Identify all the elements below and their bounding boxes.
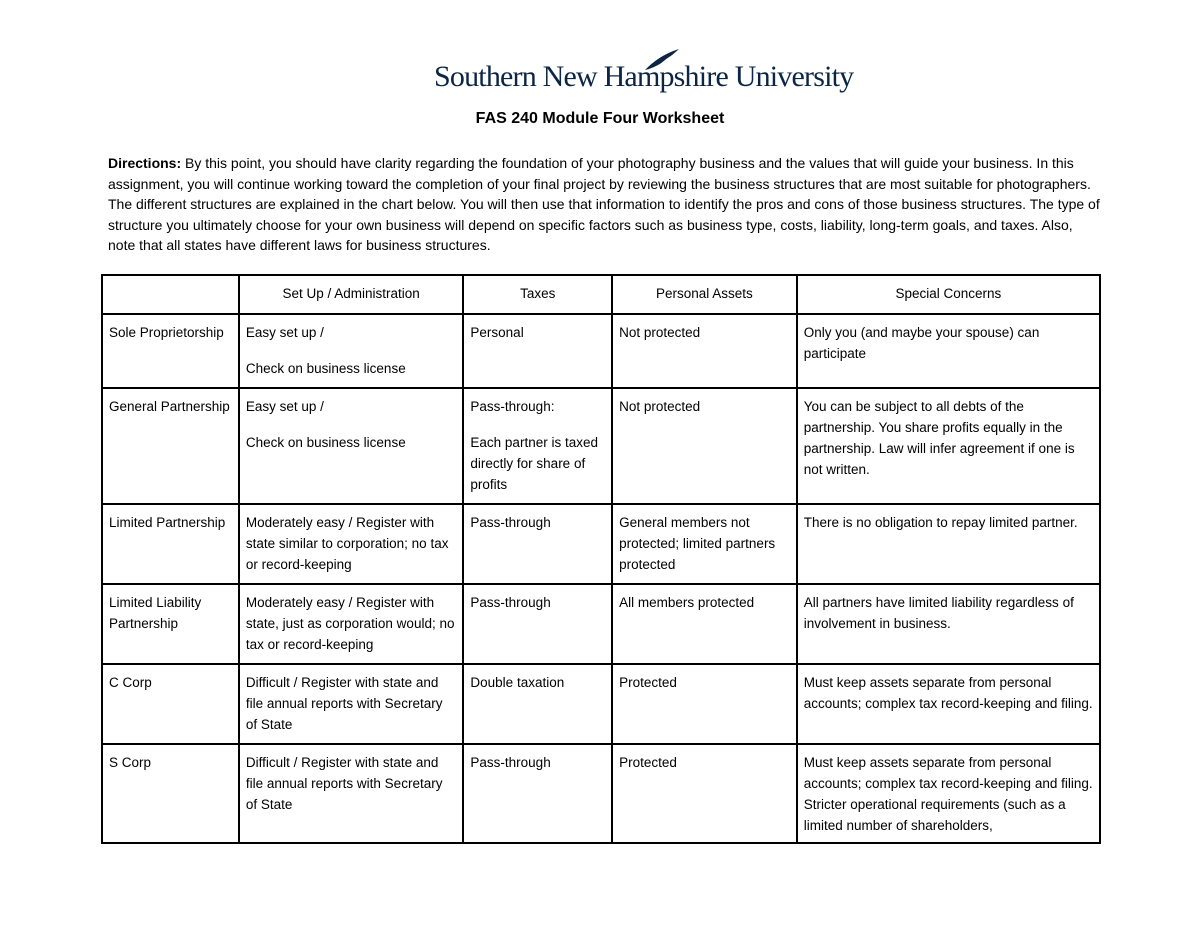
- cell-taxes-line: Pass-through: [470, 755, 551, 770]
- cell-structure: Limited Liability Partnership: [102, 584, 239, 664]
- cell-concerns: All partners have limited liability regardless of involvement in business.: [797, 584, 1100, 664]
- cell-setup-line: Easy set up /: [245, 399, 324, 414]
- directions-paragraph: [108, 153, 1103, 256]
- business-structures-table: [101, 274, 1101, 844]
- cell-taxes: [463, 388, 612, 504]
- university-logo: [434, 48, 854, 98]
- cell-setup-line: Difficult / Register with state and file annual reports with Secretary of State: [245, 755, 443, 812]
- table-row: [102, 388, 1100, 504]
- cell-assets: Not protected: [612, 388, 797, 504]
- cell-concerns: You can be subject to all debts of the partnership. You share profits equally in the partnership. Law will infer agreement if one is not written.: [797, 388, 1100, 504]
- header-setup: Set Up / Administration: [239, 275, 464, 314]
- cell-taxes-line: Each partner is taxed directly for share of profits: [470, 435, 598, 492]
- logo-wordmark: Southern New Hampshire University: [434, 60, 854, 93]
- cell-setup: [239, 314, 464, 388]
- cell-assets: Not protected: [612, 314, 797, 388]
- cell-assets: All members protected: [612, 584, 797, 664]
- cell-taxes: [463, 504, 612, 584]
- header-taxes: Taxes: [463, 275, 612, 314]
- cell-taxes-line: Double taxation: [470, 675, 565, 690]
- table-row: [102, 504, 1100, 584]
- cell-concerns: Must keep assets separate from personal accounts; complex tax record-keeping and filing. Stricter operational requirements (such as a limited number of shareholders,: [797, 744, 1100, 843]
- cell-taxes-line: Pass-through: [470, 595, 551, 610]
- page-title: FAS 240 Module Four Worksheet: [475, 110, 725, 127]
- header-special-concerns: Special Concerns: [797, 275, 1100, 314]
- cell-taxes: [463, 584, 612, 664]
- table-header-row: [102, 275, 1100, 314]
- cell-taxes-line: Personal: [470, 325, 524, 340]
- directions-label: Directions:: [108, 155, 182, 171]
- cell-setup: [239, 388, 464, 504]
- cell-taxes: [463, 664, 612, 744]
- cell-assets: Protected: [612, 664, 797, 744]
- cell-concerns: Must keep assets separate from personal accounts; complex tax record-keeping and filing.: [797, 664, 1100, 744]
- cell-setup-line: Check on business license: [245, 361, 406, 376]
- cell-setup: [239, 744, 464, 843]
- cell-structure: S Corp: [102, 744, 239, 843]
- header-personal-assets: Personal Assets: [612, 275, 797, 314]
- table-row: [102, 664, 1100, 744]
- cell-structure: Limited Partnership: [102, 504, 239, 584]
- cell-structure: C Corp: [102, 664, 239, 744]
- cell-assets: General members not protected; limited partners protected: [612, 504, 797, 584]
- cell-concerns: Only you (and maybe your spouse) can participate: [797, 314, 1100, 388]
- directions-text: By this point, you should have clarity regarding the foundation of your photography business and the values that will guide your business. In this assignment, you will continue working toward the completion of your final project by reviewing the business structures that are most suitable for photographers. The different structures are explained in the chart below. You will then use that information to identify the pros and cons of those business structures. The type of structure you ultimately choose for your own business will depend on specific factors such as business type, costs, liability, long-term goals, and taxes. Also, note that all states have different laws for business structures.: [108, 155, 1100, 254]
- cell-assets: Protected: [612, 744, 797, 843]
- cell-setup-line: Moderately easy / Register with state similar to corporation; no tax or record-keeping: [245, 515, 449, 572]
- cell-setup-line: Difficult / Register with state and file annual reports with Secretary of State: [245, 675, 443, 732]
- cell-setup: [239, 584, 464, 664]
- cell-setup-line: Easy set up /: [245, 325, 324, 340]
- cell-setup: [239, 504, 464, 584]
- cell-setup-line: Moderately easy / Register with state, just as corporation would; no tax or record-keeping: [245, 595, 455, 652]
- cell-structure: Sole Proprietorship: [102, 314, 239, 388]
- cell-setup: [239, 664, 464, 744]
- cell-structure: General Partnership: [102, 388, 239, 504]
- table-row: [102, 744, 1100, 843]
- cell-concerns: There is no obligation to repay limited partner.: [797, 504, 1100, 584]
- cell-taxes: [463, 744, 612, 843]
- table-row: [102, 584, 1100, 664]
- header-structure: [102, 275, 239, 314]
- table-row: [102, 314, 1100, 388]
- cell-taxes-line: Pass-through: [470, 515, 551, 530]
- cell-taxes-line: Pass-through:: [470, 399, 555, 414]
- cell-taxes: [463, 314, 612, 388]
- cell-setup-line: Check on business license: [245, 435, 406, 450]
